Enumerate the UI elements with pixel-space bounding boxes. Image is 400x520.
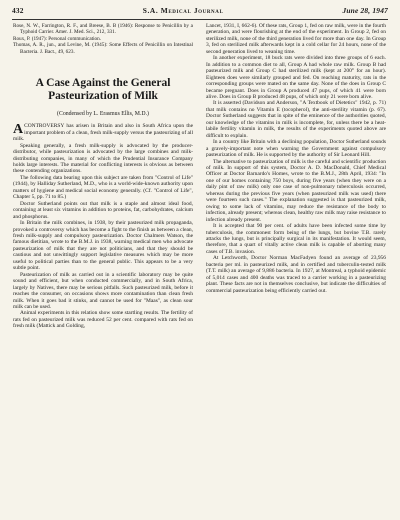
drop-cap: A (13, 122, 24, 138)
body-paragraph: Pasteurization of milk as carried out in a scientific laboratory may be quite sound and efficient, but when conducted commercially, and in South Africa, largely by Natives, there may be serious pitfalls. Such pasteurized milk, before it reaches the consumer, on occasions shows more contamination than clean fresh milk. When it goes bad it stinks, and cannot be used for "Maas", as clean sour milk can be used. (13, 271, 193, 310)
article-byline: (Condensed by L. Erasmus Ellis, M.D.) (57, 110, 149, 117)
body-paragraph: In another experiment, 18 buck rats were divided into three groups of 6 each. In addition to a common diet to all, Group A had whole raw milk. Group B had pasteurized milk and Group C had sterilized milk (kept at 200° for an hour). Eighteen does were similarly grouped and fed. On reaching maturity, rats in the corresponding groups were mated on the same day. None of the does in Group C became pregnant. Does in Group A produced 47 pups, of which 41 were born alive. Does in Group B produced 48 pups, of which only 21 were born alive. (206, 55, 386, 100)
reference-item: Rose, N. W., Farrington, R. F., and Breese, B. B (1946): Response to Penicillin by a Typhoid Carrier. Amer. J. Med. Sci., 212, 331. (13, 23, 193, 36)
body-paragraph: The following data bearing upon this subject are taken from "Control of Life" (1944), by Halliday Sutherland, M.D., who is a world-wide-known authority upon matters of hygiene and medical social economy generally. (Cf. "Control of Life", Chapter 5, pp. 71 to 85.) (13, 174, 193, 201)
issue-date: June 28, 1947 (342, 6, 388, 15)
reference-item: Roux, P. (1947): Personal communication. (13, 35, 102, 42)
reference-item: Thomas, A. R., jun., and Levine, M. (1945): Some Effects of Penicillin on Intestinal Bacteria. J. Bact., 49, 623. (13, 42, 193, 55)
page-number: 432 (12, 6, 24, 15)
body-paragraph: Doctor Sutherland points out that milk is a staple and almost ideal food, containing at least six vitamins in addition to proteins, fat, carbohydrates, calcium and phosphorus. (13, 200, 193, 220)
journal-title: S.A. Medical Journal (142, 6, 224, 15)
article-title: A Case Against the General Pasteurization of Milk (35, 76, 171, 102)
body-paragraph: Speaking generally, a fresh milk-supply is advocated by the producer-distributor, while pasteurization is advocated by the large combines and milk-distributing companies, in many of which the Prudential Insurance Company holds large interests. The material for conflicting interests is obvious as between these contending organizations. (13, 142, 193, 175)
body-paragraph: The alternative to pasteurization of milk is the careful and scientific production of milk. In support of this system, Doctor A. D. MacDonald, Chief Medical Officer at Doctor Barnardo's Homes, wrote to the B.M.J., 28th April, 1934: "In one of our homes containing 750 boys, during five years (when they were on a daily pint of raw milk) only one case of non-pulmonary tuberculosis occurred, whereas during the previous five years (when pasteurized milk was used) there were fourteen such cases." The explanation suggested is that pasteurized milk, owing to some lack of vitamins, may reduce the resistance of the body to infection, already present; whereas clean, healthy raw milk may raise resistance to infection already present. (206, 158, 386, 223)
lead-text: CONTROVERSY has arisen in Britain and also in South Africa upon the important problem of a clean, fresh milk-supply versus the pasteurizing of all milk. (13, 123, 193, 143)
left-column (13, 23, 193, 515)
body-paragraph: It is asserted (Davidson and Anderson, "A Textbook of Dietetics" 1942, p. 71) that milk contains no Vitamin E (tocopherol), the anti-sterility vitamin (p. 67). Doctor Sutherland suggests that in spite of the eminence of the authorities quoted, our knowledge of the vitamins in milk is incomplete, for, unless there be a heat-labile fertility vitamin in milk, the results of the experiments quoted above are difficult to explain. (206, 100, 386, 139)
body-paragraph: In a country like Britain with a declining population, Doctor Sutherland sounds a gravely-important note when warning the Government against compulsory pasteurization of milk. He is supported by the authority of Sir Leonard Hill. (206, 139, 386, 159)
body-paragraph: In Britain the milk combines, in 1938, by their pasteurized milk propaganda, provoked a controversy which has become a fight to the finish as between a clean, fresh milk-supply and compulsory pasteurization. Doctor Chalmers Watson, the famous dietitian, wrote to the B.M.J. in 1938, warning medical men who advocate pasteurization of milk that they are not politicians, and that they should be cautious and not unwittingly support legislative measures which may be more useful to political parties than to the general public. This appears to be a very subtle point. (13, 220, 193, 272)
body-paragraph: It is accepted that 90 per cent. of adults have been infected some time by tuberculosis, the commonest form being of the lungs, but bovine T.B. rarely attacks the lungs, but is principally surgical in its manifestation. It would seem, therefore, that a quart of vitally active clean milk is capable of aborting many cases of T.B. invasion. (206, 223, 386, 255)
body-paragraph: Animal experiments in this relation show some startling results. The fertility of rats fed on pasteurized milk was reduced 52 per cent. compared with rats fed on fresh milk (Mattick and Golding, (13, 310, 193, 330)
body-paragraph: At Letchworth, Doctor Norman MacFadyen found an average of 23,956 bacteria per ml. in pasteurized milk, and in certified and tuberculin-tested milk (T.T. milk) an average of 9,886 bacteria. In 1927, at Montreal, a typhoid epidemic of 5,014 cases and 400 deaths was traced to a carrier working in a pasteurizing plant. These facts are not in themselves conclusive, but indicate the difficulties of commercial pasteurization being efficiently carried out. (206, 255, 386, 294)
right-column (206, 23, 386, 515)
header-rule (12, 19, 388, 20)
running-header (12, 6, 388, 19)
body-paragraph: Lancet, 1931, I, 662-6). Of these rats, Group 1, fed on raw milk, were in the fourth generation, and were flourishing at the end of the experiment. In Group 2, fed on sterilized milk, none of the third generation lived for more than one day. In Group 3, fed on sterilized milk afterwards kept in a cold cellar for 24 hours, none of the second generation lived to weaning time. (206, 23, 386, 55)
lead-paragraph (13, 123, 193, 142)
